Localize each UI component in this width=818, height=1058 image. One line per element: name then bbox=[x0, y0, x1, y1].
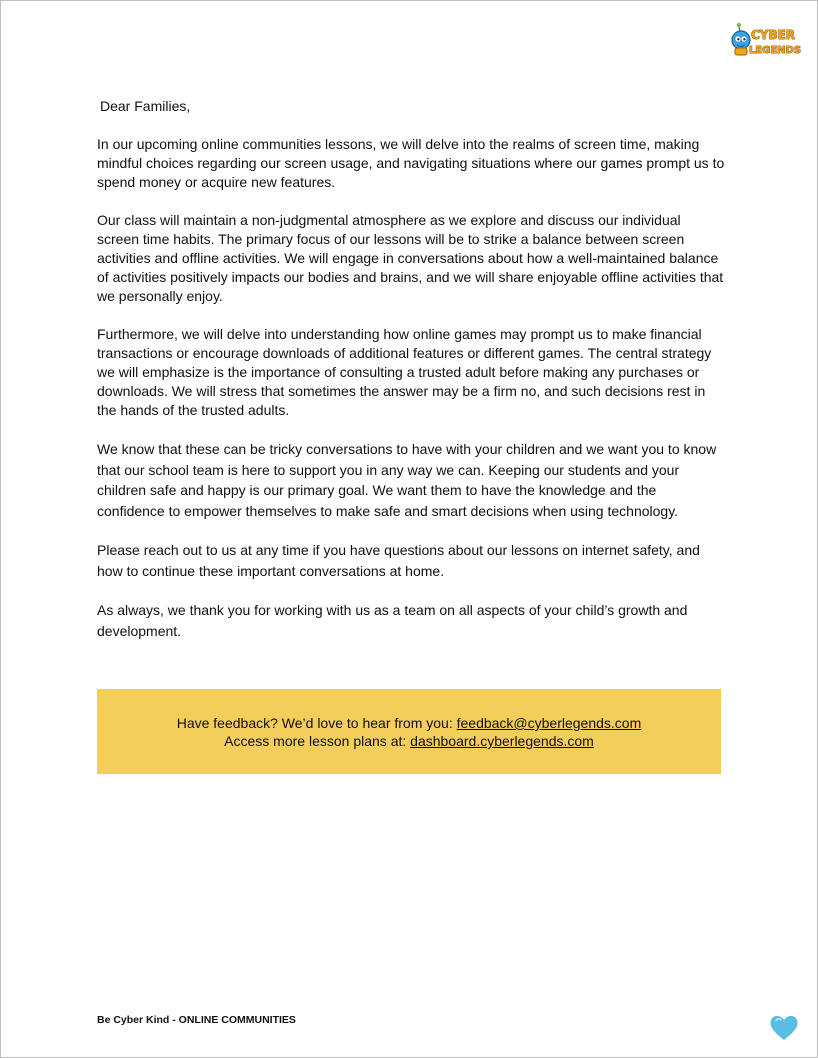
dashboard-link[interactable]: dashboard.cyberlegends.com bbox=[410, 733, 594, 749]
footer-title: Be Cyber Kind - ONLINE COMMUNITIES bbox=[97, 1014, 296, 1026]
paragraph-reach-out: Please reach out to us at any time if you have questions about our lessons on internet safety, and how to continue these important conversations at home. bbox=[97, 542, 700, 579]
paragraph-support: We know that these can be tricky conversations to have with your children and we want you to know that our school team is here to support you in any way we can. Keeping our students and your children safe and happy is our primary goal. We want them to have the knowledge and the confidence to empower themselves to make safe and smart decisions when using technology. bbox=[97, 441, 717, 519]
paragraph-class-atmosphere: Our class will maintain a non-judgmental atmosphere as we explore and discuss our individual screen time habits. The primary focus of our lessons will be to strike a balance between screen activities and offline activities. We will engage in conversations about how a well-maintained balance of activities positively impacts our bodies and brains, and we will share enjoyable offline activities that we personally enjoy. bbox=[97, 212, 724, 304]
feedback-box bbox=[97, 689, 721, 774]
logo-line1: CYBER bbox=[750, 28, 796, 42]
greeting: Dear Families, bbox=[100, 98, 191, 114]
letter-body bbox=[97, 97, 725, 660]
feedback-email-link[interactable]: feedback@cyberlegends.com bbox=[456, 715, 642, 731]
lesson-plans-prompt: Access more lesson plans at: bbox=[224, 733, 411, 749]
cyber-legends-logo bbox=[729, 21, 801, 61]
lesson-plans-line bbox=[97, 732, 721, 750]
paragraph-screen-time: In our upcoming online communities lessons, we will delve into the realms of screen time, making mindful choices regarding our screen usage, and navigating situations where our games prompt us to spend money or acquire new features. bbox=[97, 136, 725, 190]
robot-mascot-icon bbox=[729, 21, 801, 61]
paragraph-online-games: Furthermore, we will delve into understanding how online games may prompt us to make financial transactions or encourage downloads of additional features or different games. The central strategy we will emphasize is the importance of consulting a trusted adult before making any purchases or downloads. We will stress that sometimes the answer may be a firm no, and such decisions rest in the hands of the trusted adults. bbox=[97, 326, 712, 418]
heart-icon bbox=[768, 1012, 800, 1042]
logo-line2: LEGENDS bbox=[748, 45, 801, 56]
paragraph-thanks: As always, we thank you for working with us as a team on all aspects of your child’s growth and development. bbox=[97, 602, 688, 639]
feedback-line bbox=[97, 714, 721, 732]
feedback-prompt: Have feedback? We’d love to hear from you: bbox=[176, 715, 457, 731]
